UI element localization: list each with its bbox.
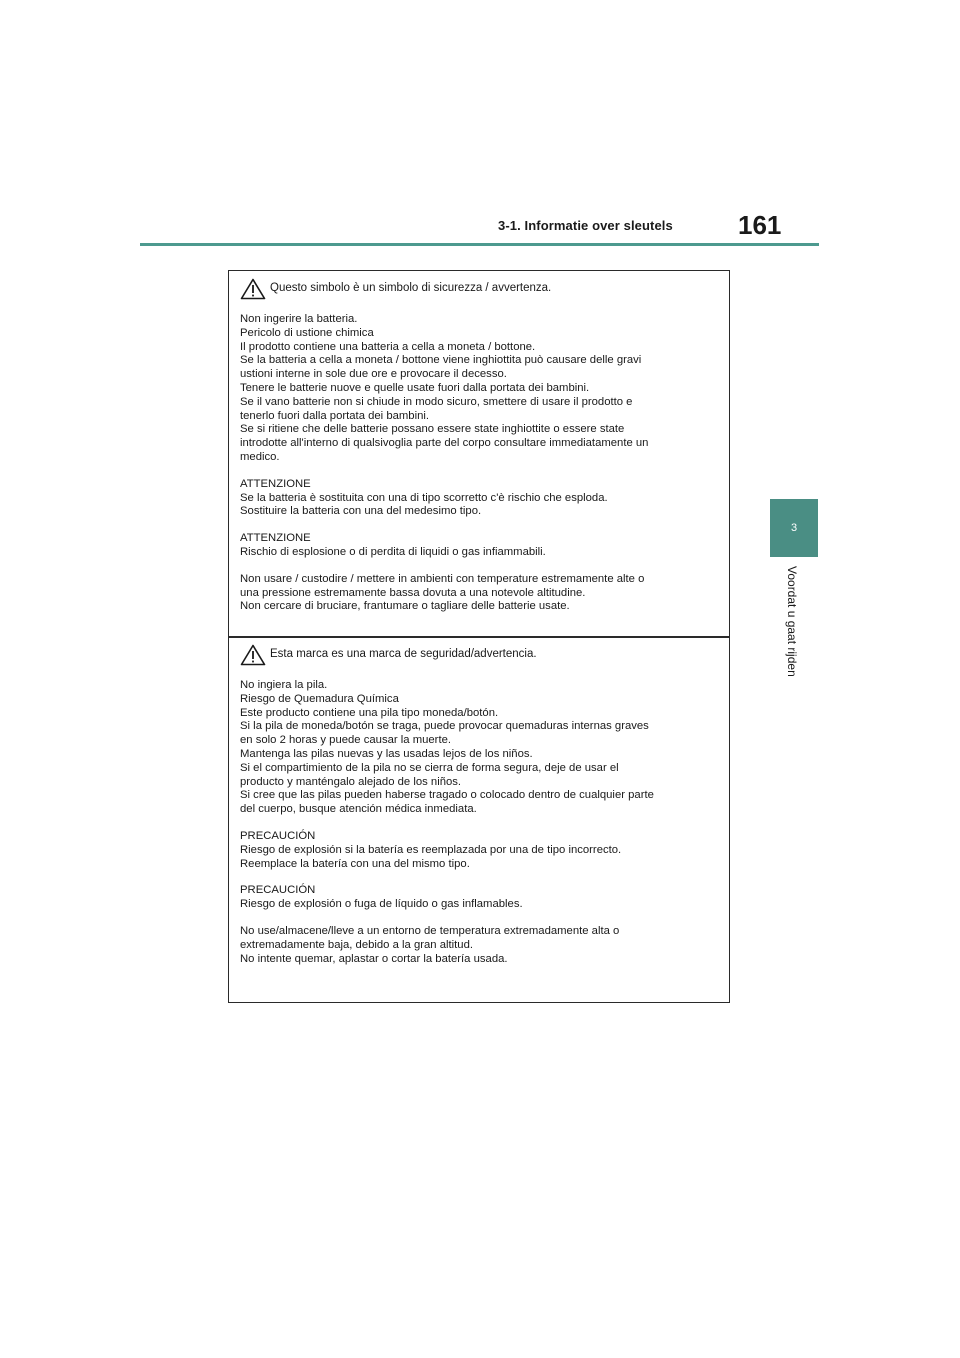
chapter-label: Voordat u gaat rijden bbox=[785, 566, 799, 677]
italian-storage-text bbox=[240, 573, 722, 614]
header-rule bbox=[140, 243, 819, 246]
text-line: Sostituire la batteria con una del medesimo tipo. bbox=[240, 505, 482, 518]
italian-symbol-line bbox=[240, 278, 722, 300]
text-line: Non ingerire la batteria. bbox=[240, 313, 358, 325]
text-line: Reemplace la batería con una del mismo tipo. bbox=[240, 857, 470, 870]
text-line: Se il vano batterie non si chiude in modo sicuro, smettere di usare il prodotto e bbox=[240, 395, 633, 408]
text-line: Si el compartimiento de la pila no se cierra de forma segura, deje de usar el bbox=[240, 761, 619, 774]
text-line: introdotte all'interno di qualsivoglia parte del corpo consultare immediatamente un bbox=[240, 437, 649, 450]
text-line: una pressione estremamente bassa dovuta a una notevole altitudine. bbox=[240, 586, 586, 599]
caution-title: ATTENZIONE bbox=[240, 477, 311, 490]
symbol-note: Questo simbolo è un simbolo di sicurezza / avvertenza. bbox=[270, 282, 552, 295]
spanish-storage-text bbox=[240, 925, 722, 966]
language-divider bbox=[228, 636, 730, 638]
text-line: Rischio di esplosione o di perdita di liquidi o gas infiammabili. bbox=[240, 545, 546, 558]
chapter-tab bbox=[770, 499, 818, 557]
italian-section bbox=[240, 278, 722, 614]
chapter-number: 3 bbox=[790, 522, 798, 534]
text-line: No ingiera la pila. bbox=[240, 679, 328, 691]
text-line: Pericolo di ustione chimica bbox=[240, 326, 374, 339]
text-line: del cuerpo, busque atención médica inmediata. bbox=[240, 803, 477, 816]
text-line: Riesgo de Quemadura Química bbox=[240, 692, 399, 705]
warning-triangle-icon bbox=[240, 644, 266, 666]
section-title: 3-1. Informatie over sleutels bbox=[498, 218, 673, 233]
text-line: Este producto contiene una pila tipo moneda/botón. bbox=[240, 706, 499, 719]
text-line: extremadamente baja, debido a la gran altitud. bbox=[240, 938, 473, 951]
text-line: Il prodotto contiene una batteria a cella a moneta / bottone. bbox=[240, 340, 536, 353]
spanish-warning-text bbox=[240, 679, 722, 817]
text-line: producto y manténgalo alejado de los niños. bbox=[240, 775, 462, 788]
caution-title: ATTENZIONE bbox=[240, 532, 311, 545]
italian-caution-2 bbox=[240, 532, 722, 560]
text-line: No use/almacene/lleve a un entorno de temperatura extremadamente alta o bbox=[240, 924, 620, 937]
page-number: 161 bbox=[738, 210, 782, 240]
text-line: Non cercare di bruciare, frantumare o tagliare delle batterie usate. bbox=[240, 600, 570, 613]
text-line: Riesgo de explosión o fuga de líquido o gas inflamables. bbox=[240, 898, 523, 911]
italian-caution-1 bbox=[240, 478, 722, 519]
text-line: Mantenga las pilas nuevas y las usadas lejos de los niños. bbox=[240, 747, 533, 760]
text-line: Si la pila de moneda/botón se traga, puede provocar quemaduras internas graves bbox=[240, 720, 649, 733]
text-line: Se la batteria a cella a moneta / bottone viene inghiottita può causare delle gravi bbox=[240, 354, 642, 367]
text-line: Si cree que las pilas pueden haberse tragado o colocado dentro de cualquier parte bbox=[240, 789, 654, 802]
spanish-section bbox=[240, 644, 722, 966]
symbol-note: Esta marca es una marca de seguridad/advertencia. bbox=[270, 648, 537, 661]
spanish-symbol-line bbox=[240, 644, 722, 666]
spanish-caution-2 bbox=[240, 884, 722, 912]
text-line: Se si ritiene che delle batterie possano essere state inghiottite o essere state bbox=[240, 423, 625, 436]
caution-title: PRECAUCIÓN bbox=[240, 829, 316, 842]
text-line: Se la batteria è sostituita con una di tipo scorretto c'è rischio che esploda. bbox=[240, 491, 608, 504]
text-line: en solo 2 horas y puede causar la muerte. bbox=[240, 734, 452, 747]
text-line: Riesgo de explosión si la batería es reemplazada por una de tipo incorrecto. bbox=[240, 843, 622, 856]
text-line: ustioni interne in sole due ore e provocare il decesso. bbox=[240, 368, 507, 381]
text-line: Tenere le batterie nuove e quelle usate fuori dalla portata dei bambini. bbox=[240, 381, 590, 394]
text-line: medico. bbox=[240, 450, 280, 463]
spanish-caution-1 bbox=[240, 830, 722, 871]
text-line: Non usare / custodire / mettere in ambienti con temperature estremamente alte o bbox=[240, 572, 645, 585]
text-line: No intente quemar, aplastar o cortar la batería usada. bbox=[240, 952, 508, 965]
caution-title: PRECAUCIÓN bbox=[240, 884, 316, 897]
italian-warning-text bbox=[240, 313, 722, 465]
text-line: tenerlo fuori dalla portata dei bambini. bbox=[240, 409, 430, 422]
warning-triangle-icon bbox=[240, 278, 266, 300]
